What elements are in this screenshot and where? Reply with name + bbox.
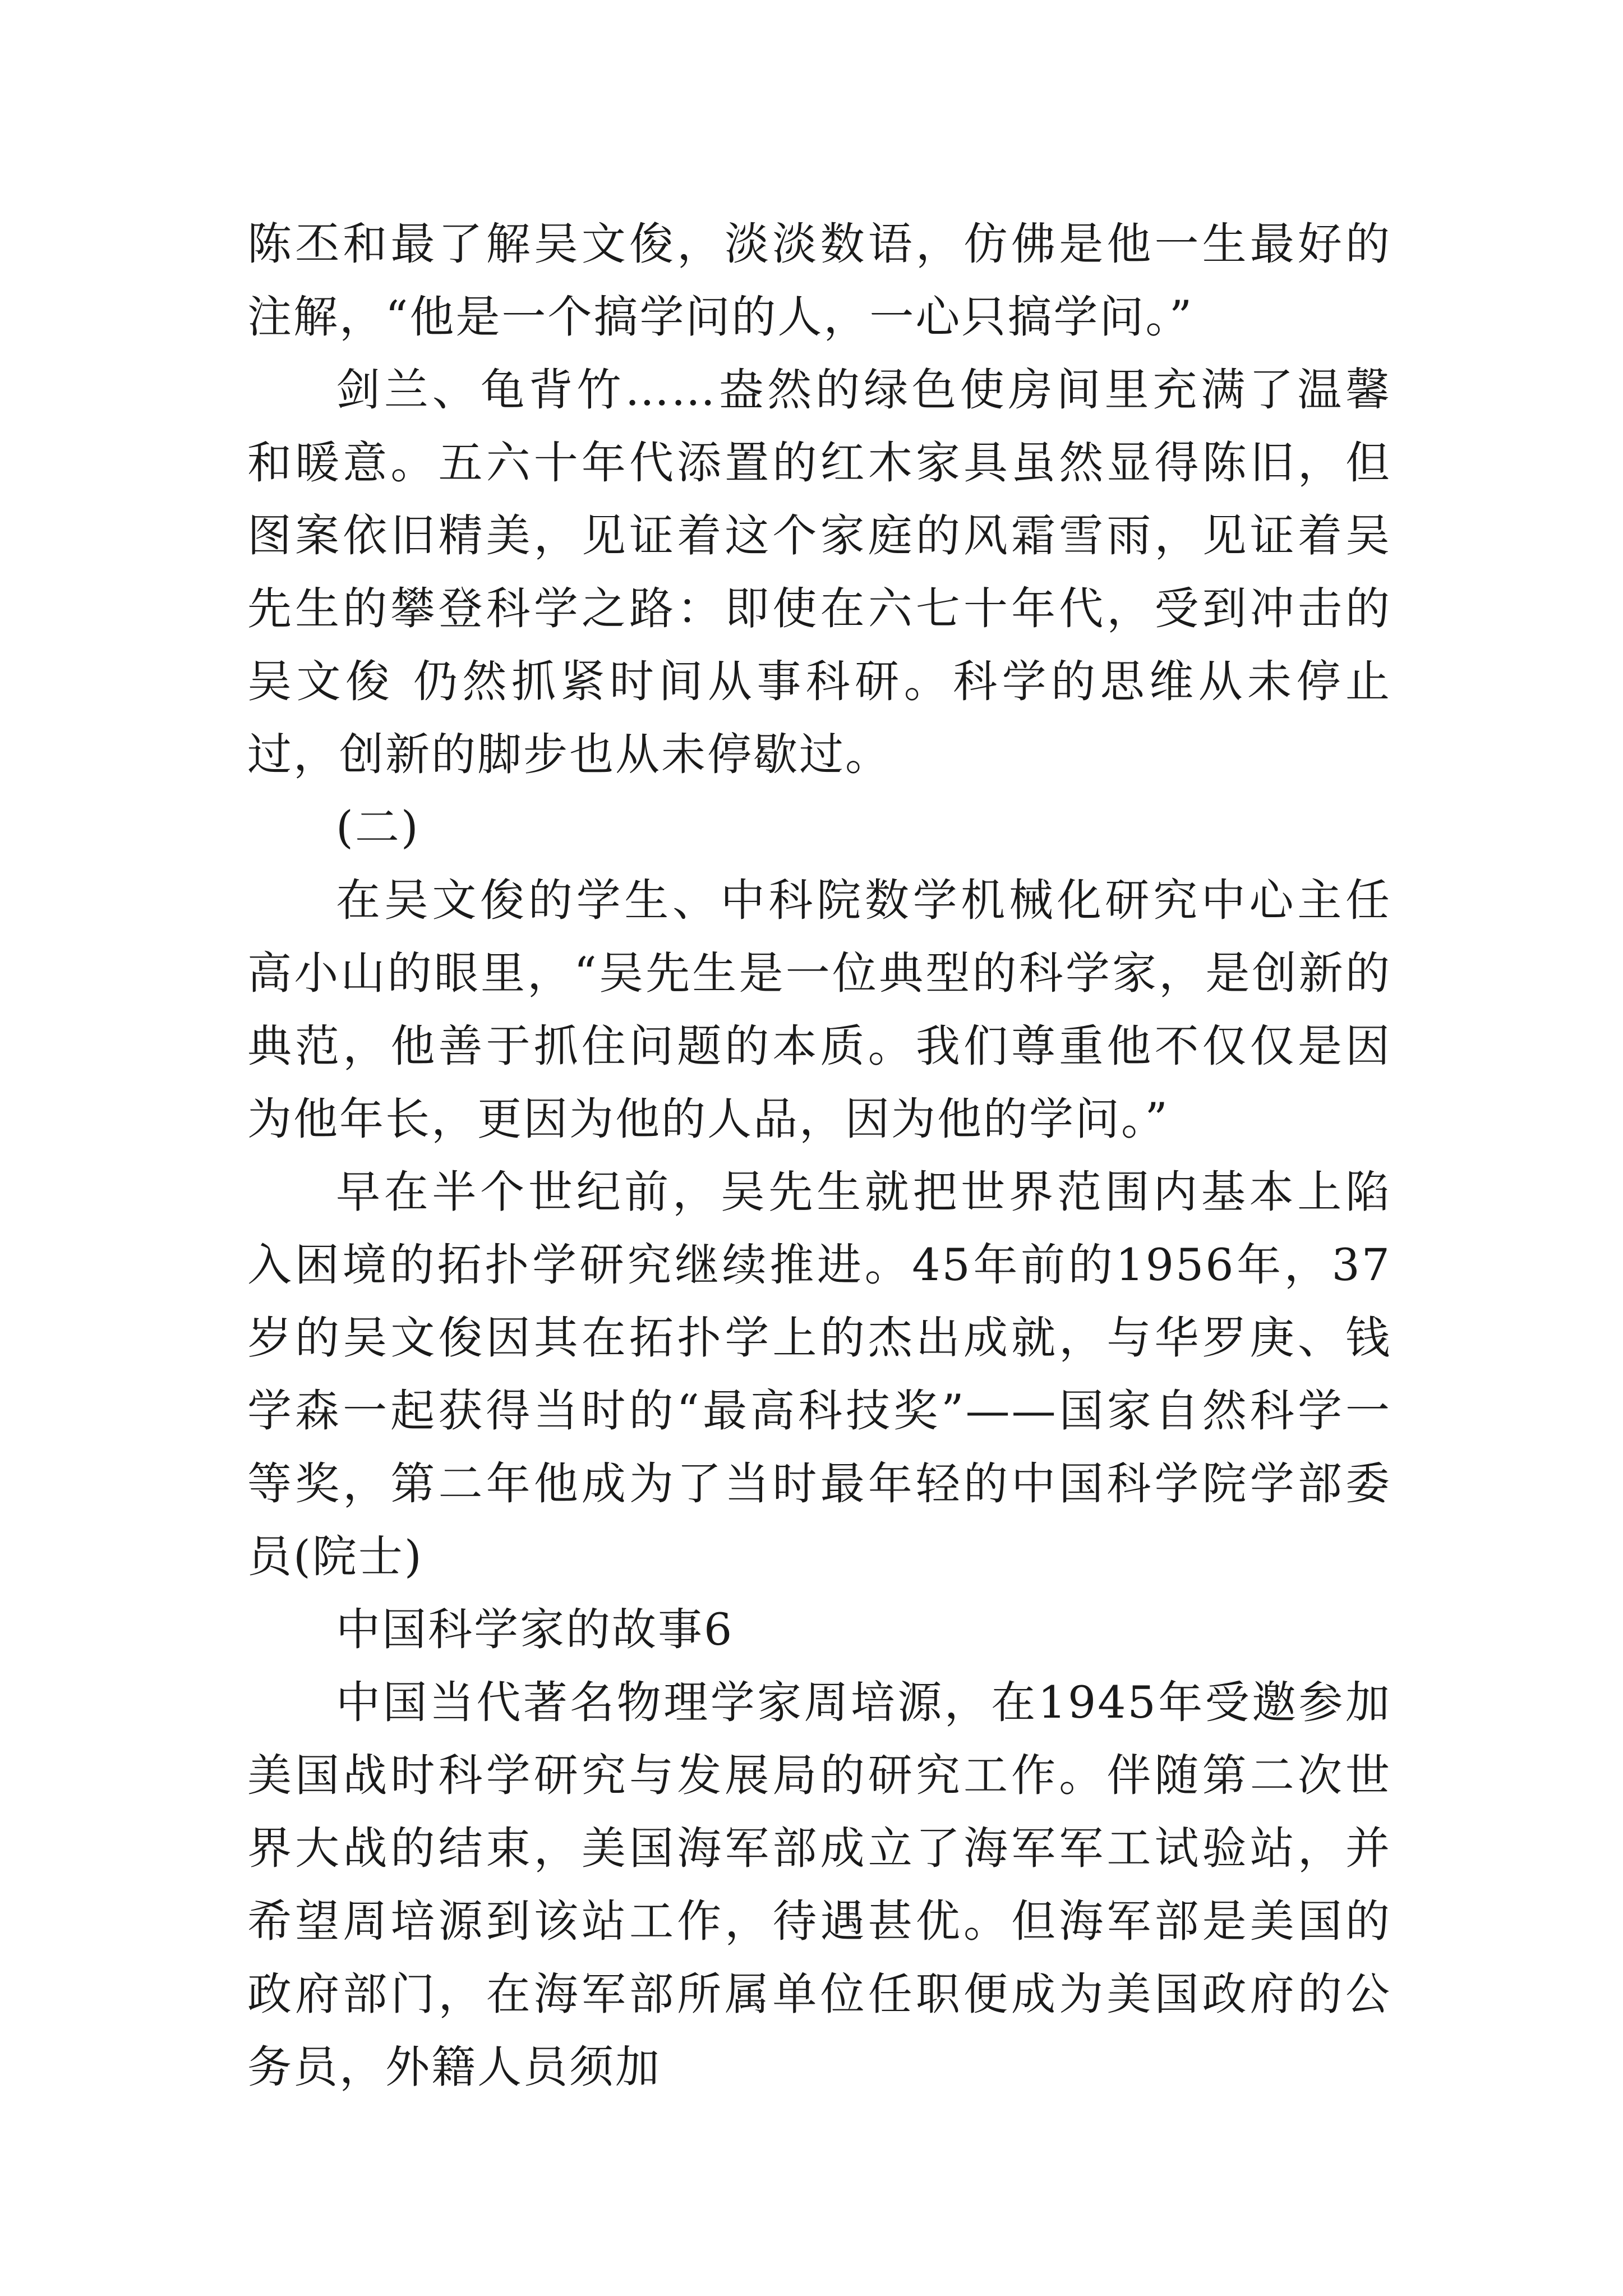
paragraph-5: 中国当代著名物理学家周培源，在1945年受邀参加美国战时科学研究与发展局的研究工作。伴随第二次世界大战的结束，美国海军部成立了海军军工试验站，并希望周培源到该站工作，待遇甚优。但海军部是美国的政府部门，在海军部所属单位任职便成为美国政府的公务员，外籍人员须加 <box>247 1677 1391 2093</box>
paragraph-1: 陈丕和最了解吴文俊，淡淡数语，仿佛是他一生最好的注解，“他是一个搞学问的人，一心只搞学问。” <box>247 218 1391 343</box>
paragraph-3: 在吴文俊的学生、中科院数学机械化研究中心主任高小山的眼里，“吴先生是一位典型的科学家，是创新的典范，他善于抓住问题的本质。我们尊重他不仅仅是因为他年长，更因为他的人品，因为他的学问。” <box>247 875 1391 1145</box>
paragraph-2: 剑兰、龟背竹……盎然的绿色使房间里充满了温馨和暖意。五六十年代添置的红木家具虽然显得陈旧，但图案依旧精美，见证着这个家庭的风霜雪雨，见证着吴先生的攀登科学之路：即使在六七十年代，受到冲击的吴文俊 仍然抓紧时间从事科研。科学的思维从未停止过，创新的脚步也从未停歇过。 <box>247 364 1391 780</box>
story-title: 中国科学家的故事6 <box>336 1604 734 1655</box>
document-body <box>247 208 1391 2104</box>
paragraph-4: 早在半个世纪前，吴先生就把世界范围内基本上陷入困境的拓扑学研究继续推进。45年前的1956年，37岁的吴文俊因其在拓扑学上的杰出成就，与华罗庚、钱学森一起获得当时的“最高科技奖”——国家自然科学一等奖，第二年他成为了当时最年轻的中国科学院学部委员(院士) <box>247 1166 1391 1582</box>
section-heading: (二) <box>336 802 420 853</box>
